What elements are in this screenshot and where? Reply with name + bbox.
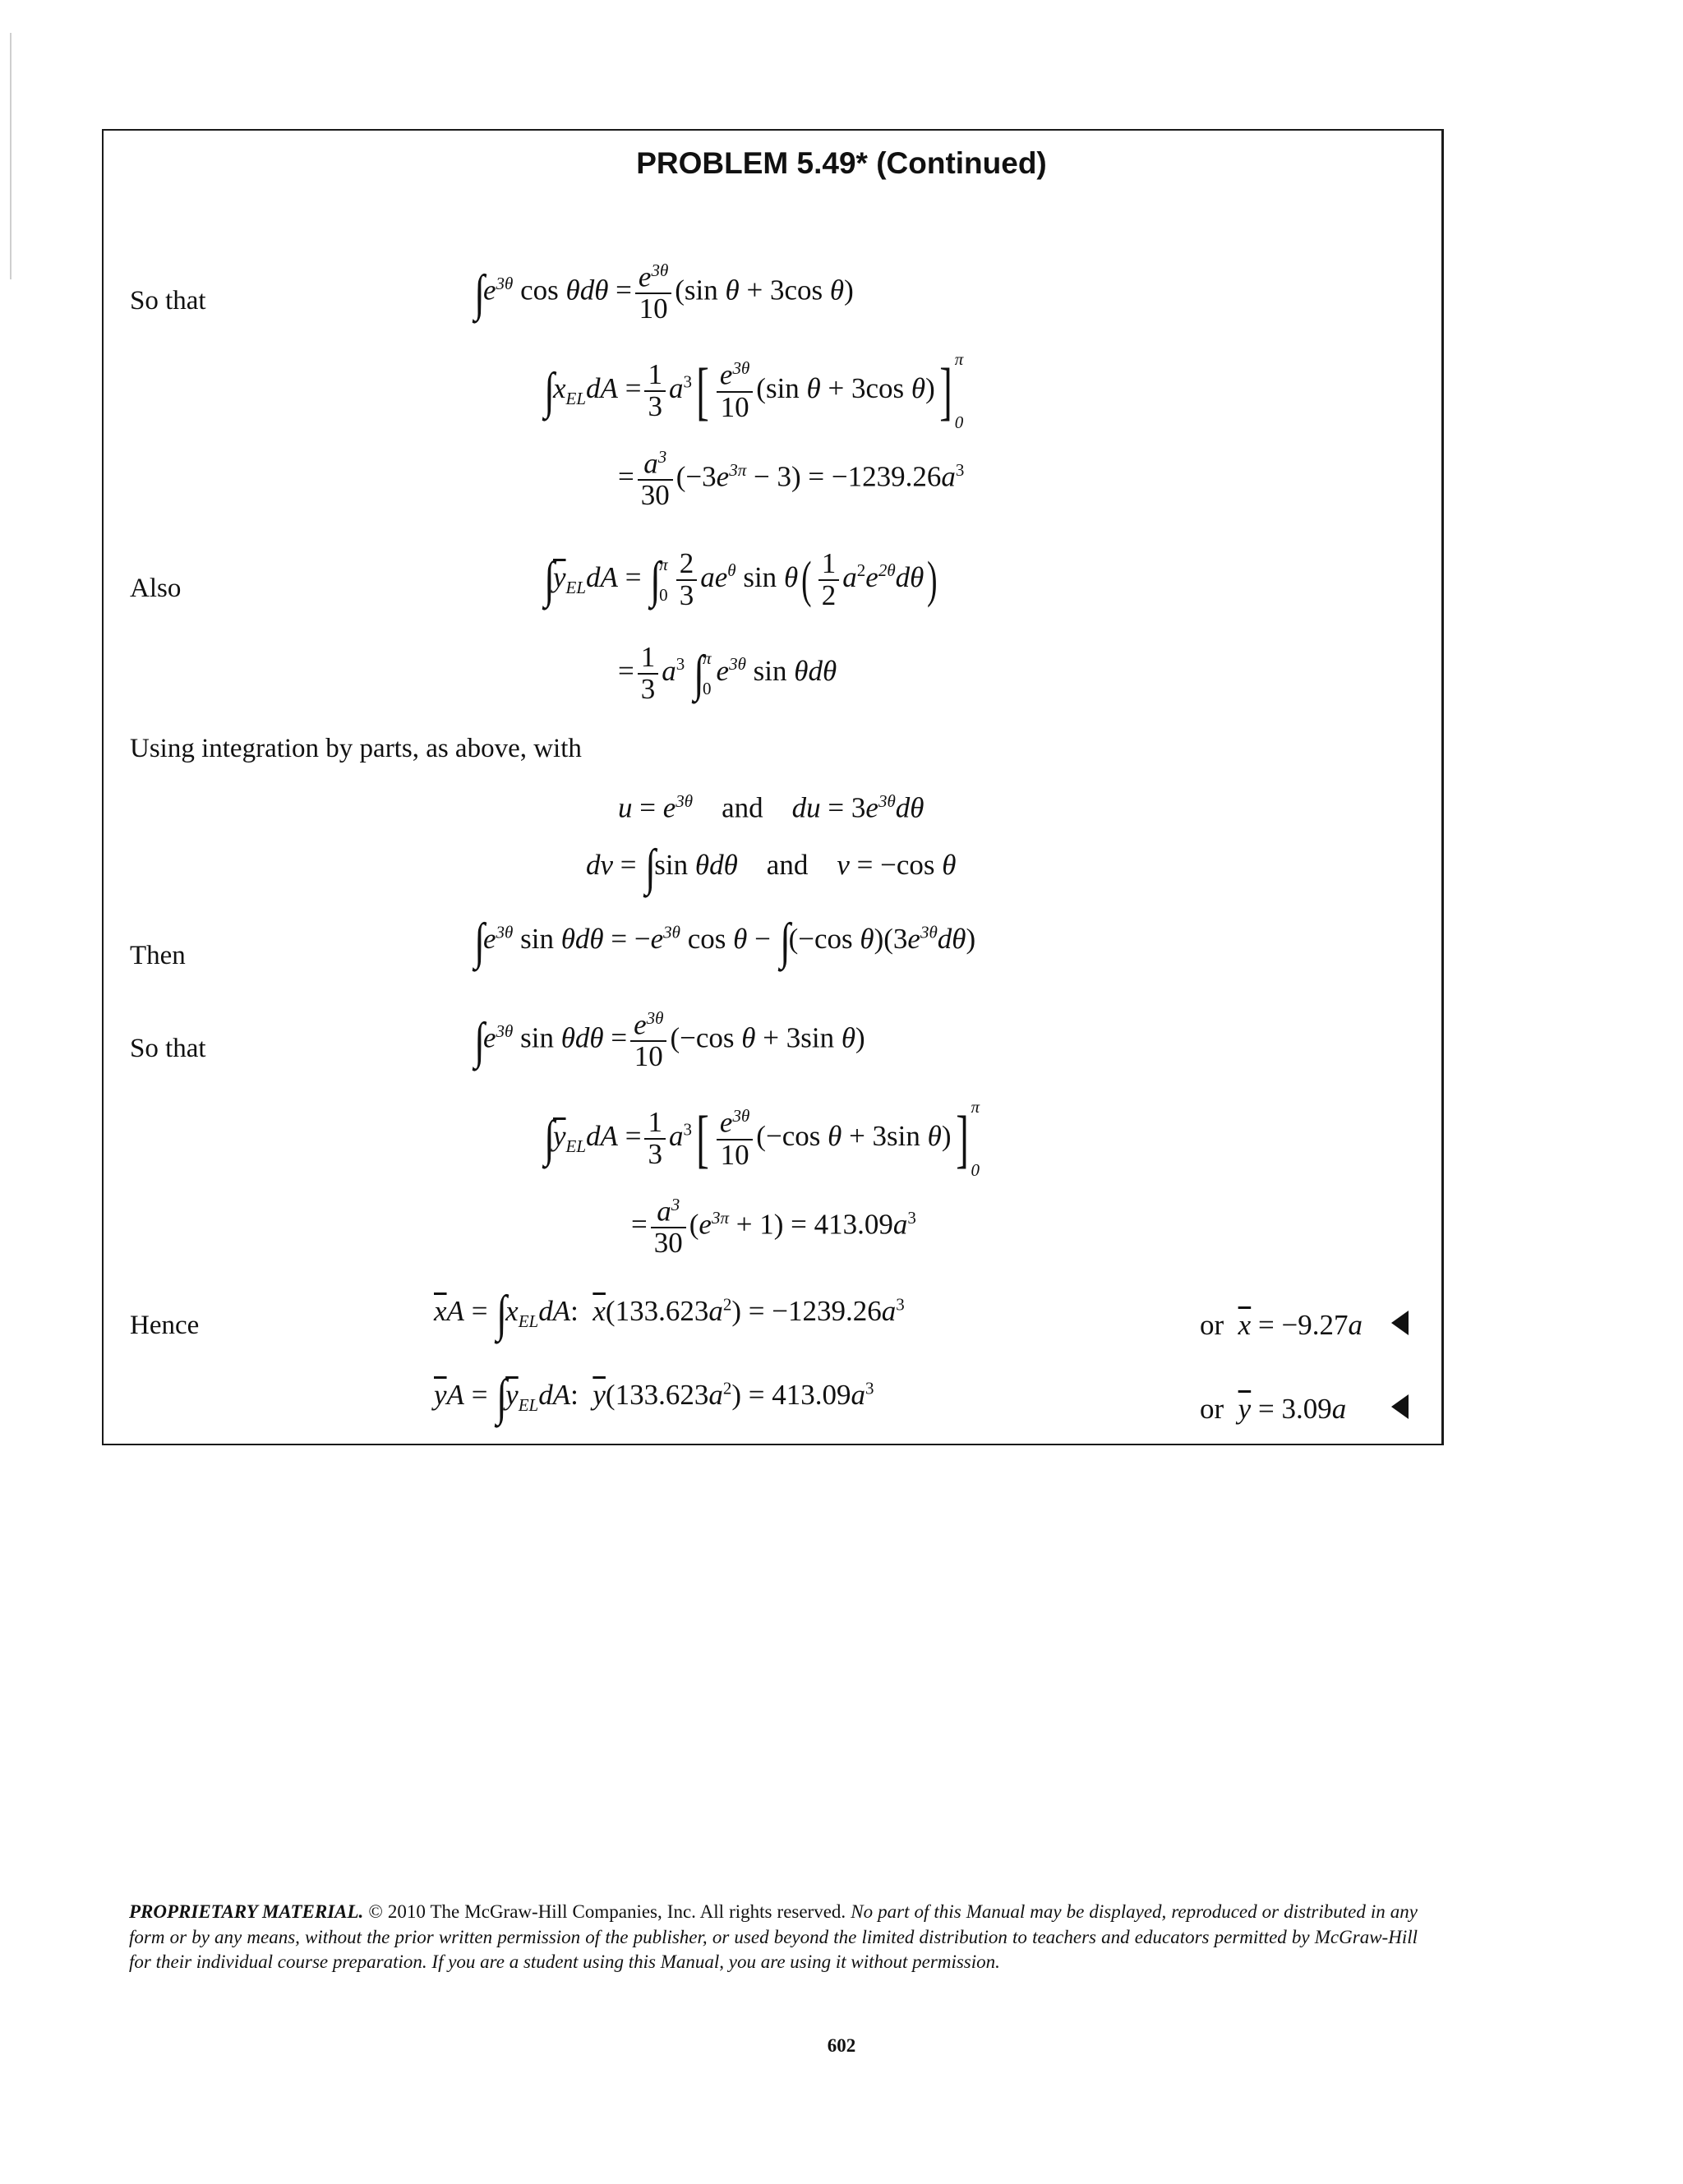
eq-y-moment-setup: $\int\overline{y}_{EL}dA$ = ∫ π 0 $\frac{2}{3}$ $ae^\theta$ sin θ( $\frac{1}{2}$ $a^2e^{2\theta}d\theta$) [544,547,938,611]
page-title: PROBLEM 5.49* (Continued) [636,146,1047,180]
x-sum-number: −1239.26 [772,1295,882,1328]
label-also: Also [130,574,182,603]
label-so-that-2: So that [130,1034,206,1063]
word-or-2: or [1200,1393,1224,1425]
result-x: or $\overline{x} = -9.27a$ [1200,1309,1363,1341]
word-and-2: and [766,849,809,882]
x-moment-number: −1239.26 [831,460,942,493]
footer-lead: PROPRIETARY MATERIAL. [129,1901,364,1922]
eq-y-moment-value: = $\frac{a^3}{30}$ $(e^{3\pi} + 1) = 413.09a^3$ [631,1195,916,1260]
result-y: or $\overline{y} = 3.09a$ [1200,1393,1347,1425]
answer-marker-icon [1391,1311,1409,1335]
eq-sin-integral: $\int e^{3\theta}$ sin θdθ = $\frac{e^{3\theta}}{10}$ (−cos θ + 3sin θ) [474,1008,865,1073]
result-y-number: 3.09 [1281,1393,1332,1425]
eq-parts-v: dv = ∫sin θdθ and v = −cos θ [586,840,957,896]
footer-notice: No part of this Manual may be displayed, reproduced or distributed in any form or by any means, without the prior written permission of the publisher, or used beyond the limited distribution to teachers and educators permitted by McGraw-Hill for their individual course preparation. If you are a student using this Manual, you are using it without permission. [129,1901,1418,1973]
answer-marker-icon [1391,1394,1409,1419]
eq-cos-integral: $\int e^{3\theta}$ cos θdθ = $\frac{e^{3\theta}}{10}$ (sin θ + 3cos θ) [474,260,854,325]
eq-y-moment-reduced: = $\frac{1}{3}$ $a^3$ ∫ π 0 $e^{3\theta}$ sin θdθ [618,641,837,705]
eq-then-parts: $\int e^{3\theta}$ $\sin \theta d\theta = -e^{3\theta}$ cos θ − ∫(−cos $\theta)(3e^{3\theta}d\theta)$ [474,914,976,970]
result-x-number: −9.27 [1281,1309,1349,1341]
word-or-1: or [1200,1309,1224,1341]
y-moment-number: 413.09 [814,1208,893,1241]
area-coeff-x: 133.623 [615,1295,709,1328]
eq-y-moment-eval: $\int\overline{y}_{EL}dA$ = $\frac{1}{3}$ $a^3$[ $\frac{e^{3\theta}}{10}$ (−cos θ + 3sin θ)] π 0 [544,1097,980,1180]
eq-x-moment: $\int x_{EL}dA$ = $\frac{1}{3}$ $a^3$[ $\frac{e^{3\theta}}{10}$ (sin θ + 3cos θ)] π 0 [544,349,964,432]
word-and-1: and [722,791,763,824]
label-so-that-1: So that [130,286,206,316]
eq-x-moment-value: = $\frac{a^3}{30}$ $(-3e^{3\pi} - 3) = -1239.26a^3$ [618,447,965,512]
footer-copyright: © 2010 The McGraw-Hill Companies, Inc. All rights reserved. [368,1901,846,1922]
eq-x-centroid: $\overline{x}A = \int x_{EL}dA$: $\overline{x}(133.623a^2) = -1239.26a^3$ [434,1286,905,1342]
copyright-notice [129,1900,1418,1975]
label-using-parts: Using integration by parts, as above, with [130,734,582,763]
y-sum-number: 413.09 [772,1379,851,1412]
page-number: 602 [827,2035,856,2056]
area-coeff-y: 133.623 [615,1379,709,1412]
label-then: Then [130,941,186,970]
eq-parts-u: $u = e^{3\theta}$ and du = $3e^{3\theta}d\theta$ [618,791,924,824]
eq-y-centroid: $\overline{y}A = \int\overline{y}_{EL}dA$: $\overline{y}(133.623a^2) = 413.09a^3$ [434,1370,874,1426]
label-hence: Hence [130,1311,200,1340]
